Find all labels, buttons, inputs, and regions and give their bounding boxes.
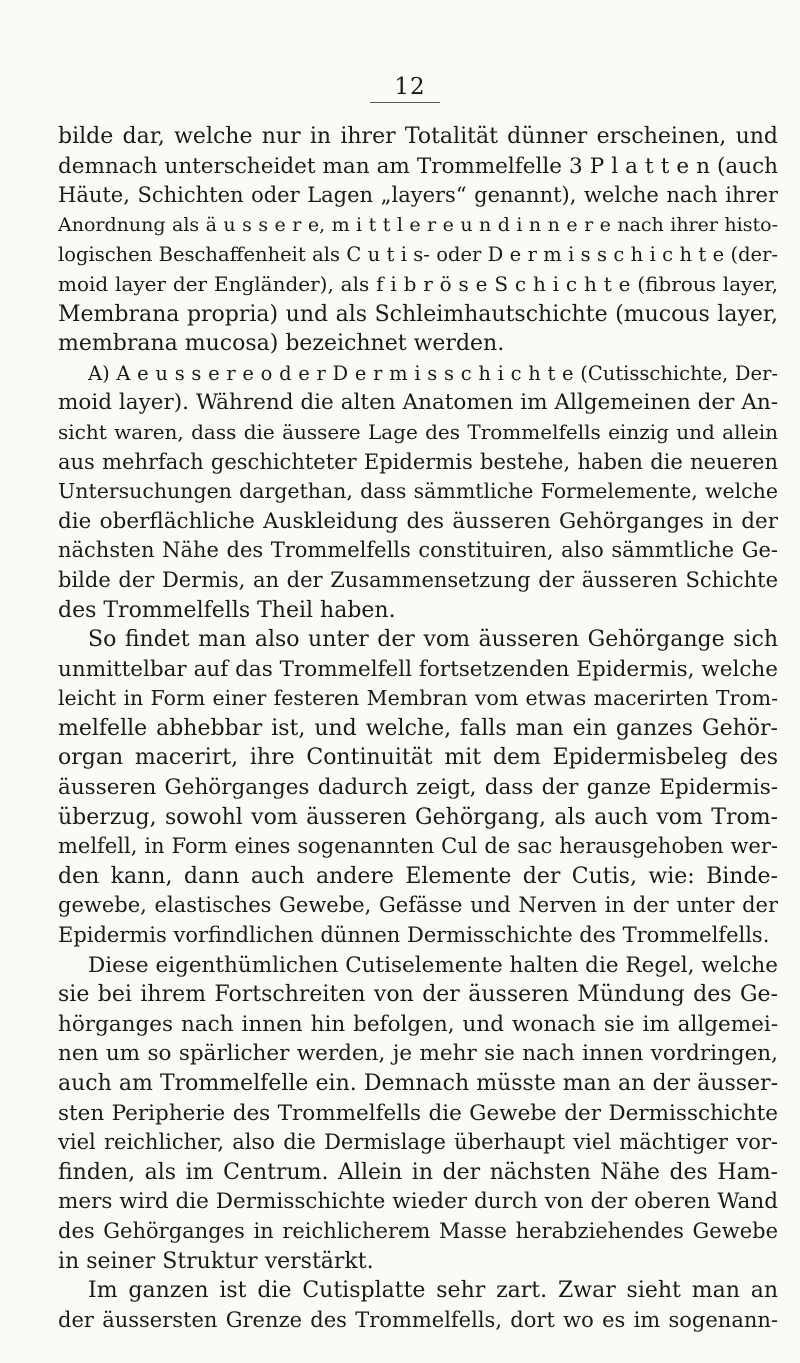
text-line: melfell, in Form eines sogenannten Cul de sac herausgehoben wer- xyxy=(58,834,778,859)
text-line: aus mehrfach geschichteter Epidermis bestehe, haben die neueren xyxy=(58,449,778,474)
text-line: des Trommelfells Theil haben. xyxy=(58,597,396,623)
text-line: mers wird die Dermisschichte wieder durch von der oberen Wand xyxy=(58,1189,778,1215)
text-line: sie bei ihrem Fortschreiten von der äusseren Mündung des Ge- xyxy=(58,982,778,1008)
text-line: überzug, sowohl vom äusseren Gehörgang, als auch vom Trom- xyxy=(58,804,778,830)
text-line: So findet man also unter der vom äusseren Gehörgange sich xyxy=(88,627,778,653)
body-text xyxy=(58,122,778,1335)
text-line: der äussersten Grenze des Trommelfells, dort wo es im sogenann- xyxy=(58,1307,778,1332)
text-line: organ macerirt, ihre Continuität mit dem Epidermisbeleg des xyxy=(58,745,778,771)
text-line: unmittelbar auf das Trommelfell fortsetzenden Epidermis, welche xyxy=(58,656,778,682)
text-line: äusseren Gehörganges dadurch zeigt, dass der ganze Epidermis- xyxy=(58,775,778,801)
text-line: die oberflächliche Auskleidung des äusseren Gehörganges in der xyxy=(58,508,778,534)
text-line: moid layer). Während die alten Anatomen im Allgemeinen der An- xyxy=(58,390,778,416)
page-number-rule xyxy=(370,102,440,103)
text-line: moid layer der Engländer), als f i b r ö s e S c h i c h t e (fibrous layer, xyxy=(58,271,778,296)
text-line: bilde dar, welche nur in ihrer Totalität dünner erscheinen, und xyxy=(58,124,778,149)
text-line: finden, als im Centrum. Allein in der nächsten Nähe des Ham- xyxy=(58,1159,778,1185)
text-line: leicht in Form einer festeren Membran vom etwas macerirten Trom- xyxy=(58,686,778,711)
text-line: Epidermis vorfindlichen dünnen Dermisschichte des Trommelfells. xyxy=(58,923,770,948)
text-line: bilde der Dermis, an der Zusammensetzung der äusseren Schichte xyxy=(58,567,778,592)
text-line: den kann, dann auch andere Elemente der Cutis, wie: Binde- xyxy=(58,863,778,889)
text-line: demnach unterscheidet man am Trommelfelle 3 P l a t t e n (auch xyxy=(58,153,778,179)
text-line: hörganges nach innen hin befolgen, und wonach sie im allgemei- xyxy=(58,1011,778,1037)
text-line: logischen Beschaffenheit als C u t i s- oder D e r m i s s c h i c h t e (der- xyxy=(58,243,778,267)
text-line: sten Peripherie des Trommelfells die Gewebe der Dermisschichte xyxy=(58,1100,778,1126)
text-line: membrana mucosa) bezeichnet werden. xyxy=(58,331,505,357)
text-line: Anordnung als ä u s s e r e, m i t t l e r e u n d i n n e r e nach ihrer histo- xyxy=(58,213,778,236)
text-line: sicht waren, dass die äussere Lage des Trommelfells einzig und allein xyxy=(58,419,778,444)
text-line: Diese eigenthümlichen Cutiselemente halten die Regel, welche xyxy=(88,952,778,978)
text-line: A) A e u s s e r e o d e r D e r m i s s c h i c h t e (Cutisschichte, Der- xyxy=(88,361,778,385)
text-line: Untersuchungen dargethan, dass sämmtliche Formelemente, welche xyxy=(58,479,778,504)
text-line: viel reichlicher, also die Dermislage überhaupt viel mächtiger vor- xyxy=(58,1130,778,1155)
text-line: gewebe, elastisches Gewebe, Gefässe und Nerven in der unter der xyxy=(58,893,778,918)
text-line: nächsten Nähe des Trommelfells constituiren, also sämmtliche Ge- xyxy=(58,538,778,563)
text-line: Membrana propria) und als Schleimhautschichte (mucous layer, xyxy=(58,301,778,327)
text-line: auch am Trommelfelle ein. Demnach müsste man an der äusser- xyxy=(58,1071,778,1096)
text-line: melfelle abhebbar ist, und welche, falls man ein ganzes Gehör- xyxy=(58,715,778,741)
text-line: des Gehörganges in reichlicherem Masse herabziehendes Gewebe xyxy=(58,1218,778,1243)
text-line: nen um so spärlicher werden, je mehr sie nach innen vordringen, xyxy=(58,1041,778,1067)
page-number: 12 xyxy=(394,74,426,100)
text-line: Im ganzen ist die Cutisplatte sehr zart. Zwar sieht man an xyxy=(88,1278,778,1304)
text-line: in seiner Struktur verstärkt. xyxy=(58,1248,374,1274)
text-line: Häute, Schichten oder Lagen „layers“ genannt), welche nach ihrer xyxy=(58,183,778,208)
